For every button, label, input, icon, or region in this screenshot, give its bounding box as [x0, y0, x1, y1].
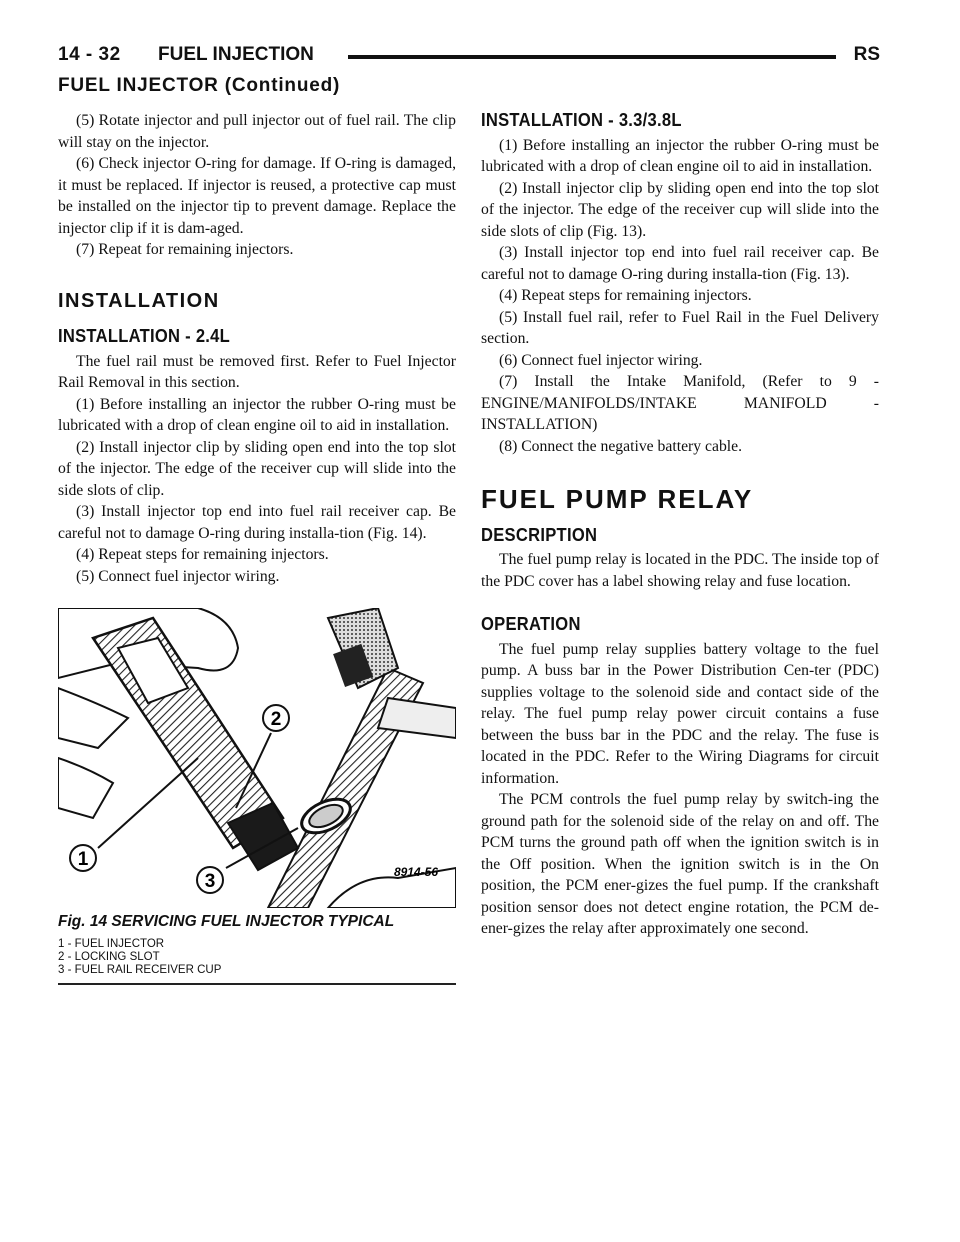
installation-24-heading: INSTALLATION - 2.4L	[58, 326, 231, 346]
left-column	[58, 110, 456, 587]
paragraph: (7) Repeat for remaining injectors.	[76, 241, 294, 258]
continued-title: FUEL INJECTOR (Continued)	[58, 75, 341, 96]
callout-3-label: 3	[204, 871, 216, 892]
paragraph: (2) Install injector clip by sliding open end into the top slot of the injector. The edge of the receiver cup will slide into the side slots of clip (Fig. 13).	[481, 179, 879, 240]
vehicle-code: RS	[853, 44, 880, 65]
figure-rule	[58, 983, 456, 985]
paragraph: (3) Install injector top end into fuel rail receiver cap. Be careful not to damage O-ring during installa-tion (Fig. 13).	[481, 244, 879, 283]
page-number: 14 - 32	[58, 44, 121, 65]
paragraph: (2) Install injector clip by sliding open end into the top slot of the injector. The edge of the receiver cup will slide into the side slots of clip.	[58, 438, 456, 499]
figure-14	[58, 608, 456, 988]
paragraph: (1) Before installing an injector the rubber O-ring must be lubricated with a drop of clean engine oil to aid in installation.	[58, 395, 456, 434]
description-heading: DESCRIPTION	[481, 524, 598, 545]
paragraph: The fuel pump relay is located in the PDC. The inside top of the PDC cover has a label showing relay and fuse location.	[481, 551, 879, 590]
paragraph: (3) Install injector top end into fuel rail receiver cap. Be careful not to damage O-ring during installa-tion (Fig. 14).	[58, 503, 456, 542]
paragraph: (7) Install the Intake Manifold, (Refer to 9 - ENGINE/MANIFOLDS/INTAKE MANIFOLD - INSTALLATION)	[481, 373, 879, 433]
page-header	[58, 42, 880, 72]
paragraph: The PCM controls the fuel pump relay by switch-ing the ground path for the solenoid side of the relay on and off. The PCM turns the ground path off when the ignition switch is in the Off position. When the ignition switch is in the On position, the PCM ener-gizes the fuel pump. If the crankshaft position sensor does not detect engine rotation, the PCM de-ener-gizes the relay after approximately one second.	[481, 791, 879, 937]
legend-item: 1 - FUEL INJECTOR	[58, 938, 165, 950]
paragraph: (6) Check injector O-ring for damage. If O-ring is damaged, it must be replaced. If injector is reused, a protective cap must be installed on the injector tip to prevent damage. Replace the injector clip if it is dam-aged.	[58, 155, 456, 237]
legend-item: 3 - FUEL RAIL RECEIVER CUP	[58, 964, 222, 976]
installation-heading: INSTALLATION	[58, 289, 220, 312]
paragraph: (8) Connect the negative battery cable.	[499, 437, 743, 455]
paragraph: (1) Before installing an injector the rubber O-ring must be lubricated with a drop of clean engine oil to aid in installation.	[481, 136, 879, 175]
paragraph: (5) Rotate injector and pull injector out of fuel rail. The clip will stay on the injector.	[58, 112, 456, 151]
header-rule	[348, 55, 836, 59]
callout-1-label: 1	[77, 849, 89, 870]
paragraph: The fuel rail must be removed first. Refer to Fuel Injector Rail Removal in this section.	[58, 352, 456, 391]
figure-legend	[58, 938, 221, 977]
paragraph: (4) Repeat steps for remaining injectors.	[499, 287, 752, 304]
section-title: FUEL INJECTION	[158, 44, 314, 65]
paragraph: The fuel pump relay supplies battery voltage to the fuel pump. A buss bar in the Power Distribution Cen-ter (PDC) supplies voltage to the solenoid side and contact side of the relay. The fuel pump relay power circuit contains a fuse between the buss bar in the PDC and the relay. The fuse is located in the PDC. Refer to the Wiring Diagrams for circuit information.	[481, 640, 879, 787]
figure-caption: Fig. 14 SERVICING FUEL INJECTOR TYPICAL	[58, 913, 395, 930]
operation-heading: OPERATION	[481, 614, 581, 634]
fuel-pump-relay-heading: FUEL PUMP RELAY	[481, 484, 754, 514]
paragraph: (4) Repeat steps for remaining injectors.	[76, 546, 329, 563]
right-column	[481, 110, 879, 940]
paragraph: (5) Install fuel rail, refer to Fuel Rail in the Fuel Delivery section.	[481, 308, 879, 347]
installation-33-heading: INSTALLATION - 3.3/3.8L	[481, 110, 682, 130]
paragraph: (5) Connect fuel injector wiring.	[76, 567, 280, 585]
paragraph: (6) Connect fuel injector wiring.	[499, 351, 703, 369]
callout-2-label: 2	[270, 709, 282, 730]
legend-item: 2 - LOCKING SLOT	[58, 951, 160, 963]
injector-illustration	[58, 608, 456, 908]
image-code: 8914-56	[393, 865, 438, 879]
